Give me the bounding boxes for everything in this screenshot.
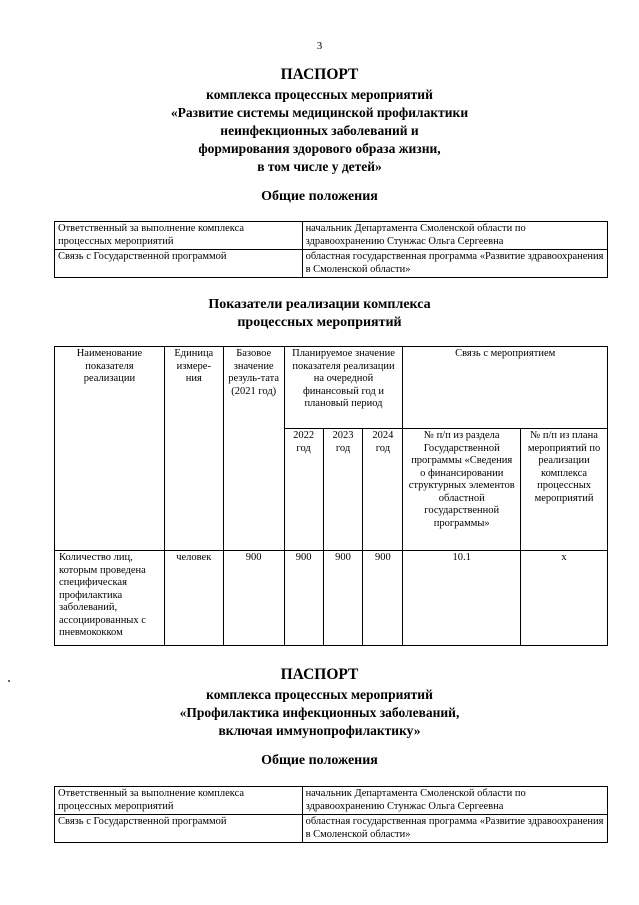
cell-y3: 900 bbox=[363, 551, 403, 646]
table-row bbox=[55, 787, 608, 815]
general-value: начальник Департамента Смоленской области по здравоохранению Стунжас Ольга Сергеевна bbox=[302, 787, 607, 815]
passport2-general-heading: Общие положения bbox=[261, 753, 378, 768]
cell-name: Количество лиц, которым проведена специфическая профилактика заболеваний, ассоциированных с пневмококком bbox=[55, 551, 165, 646]
table-row bbox=[55, 250, 608, 278]
header-year: 2023 год bbox=[323, 429, 363, 551]
passport2-header bbox=[0, 666, 639, 740]
passport2-title: ПАСПОРТ bbox=[280, 666, 359, 683]
cell-y1: 900 bbox=[284, 551, 323, 646]
header-planned: Планируемое значение показателя реализации на очередной финансовый год и плановый период bbox=[284, 347, 403, 429]
passport1-header bbox=[0, 66, 639, 176]
passport2-line: «Профилактика инфекционных заболеваний, bbox=[179, 705, 460, 720]
header-unit: Единица измере-ния bbox=[164, 347, 223, 551]
header-link: Связь с мероприятием bbox=[403, 347, 608, 429]
general-label: Ответственный за выполнение комплекса процессных мероприятий bbox=[55, 787, 303, 815]
header-year: 2022 год bbox=[284, 429, 323, 551]
table-header-row bbox=[55, 347, 608, 429]
general-value: начальник Департамента Смоленской области по здравоохранению Стунжас Ольга Сергеевна bbox=[302, 222, 607, 250]
cell-base: 900 bbox=[223, 551, 284, 646]
passport2-line: комплекса процессных мероприятий bbox=[206, 687, 433, 702]
passport2-line: включая иммунопрофилактику» bbox=[218, 723, 421, 738]
header-name: Наименование показателя реализации bbox=[55, 347, 165, 551]
cell-unit: человек bbox=[164, 551, 223, 646]
header-year: 2024 год bbox=[363, 429, 403, 551]
general-label: Связь с Государственной программой bbox=[55, 250, 303, 278]
indicators-heading: Показатели реализации комплекса процессных мероприятий bbox=[208, 297, 431, 330]
passport1-general-heading: Общие положения bbox=[261, 189, 378, 204]
header-plan: № п/п из плана мероприятий по реализации комплекса процессных мероприятий bbox=[521, 429, 608, 551]
general-value: областная государственная программа «Развитие здравоохранения в Смоленской области» bbox=[302, 815, 607, 843]
general-label: Ответственный за выполнение комплекса процессных мероприятий bbox=[55, 222, 303, 250]
header-base: Базовое значение резуль-тата (2021 год) bbox=[223, 347, 284, 551]
cell-section: 10.1 bbox=[403, 551, 521, 646]
passport1-line: формирования здорового образа жизни, bbox=[198, 141, 441, 156]
cell-plan: х bbox=[521, 551, 608, 646]
passport1-line: «Развитие системы медицинской профилактики bbox=[170, 105, 469, 120]
passport2-general-table bbox=[54, 786, 608, 843]
passport1-title: ПАСПОРТ bbox=[280, 66, 359, 83]
table-row bbox=[55, 551, 608, 646]
table-row bbox=[55, 815, 608, 843]
passport1-line: в том числе у детей» bbox=[257, 159, 382, 174]
general-value: областная государственная программа «Развитие здравоохранения в Смоленской области» bbox=[302, 250, 607, 278]
indicators-table bbox=[54, 346, 608, 646]
header-section: № п/п из раздела Государственной программы «Сведения о финансировании структурных элементов областной государственной программы» bbox=[403, 429, 521, 551]
page-number: 3 bbox=[316, 40, 323, 52]
general-label: Связь с Государственной программой bbox=[55, 815, 303, 843]
cell-y2: 900 bbox=[323, 551, 363, 646]
passport1-line: комплекса процессных мероприятий bbox=[206, 87, 433, 102]
passport1-general-table bbox=[54, 221, 608, 278]
passport1-line: неинфекционных заболеваний и bbox=[220, 123, 419, 138]
table-row bbox=[55, 222, 608, 250]
